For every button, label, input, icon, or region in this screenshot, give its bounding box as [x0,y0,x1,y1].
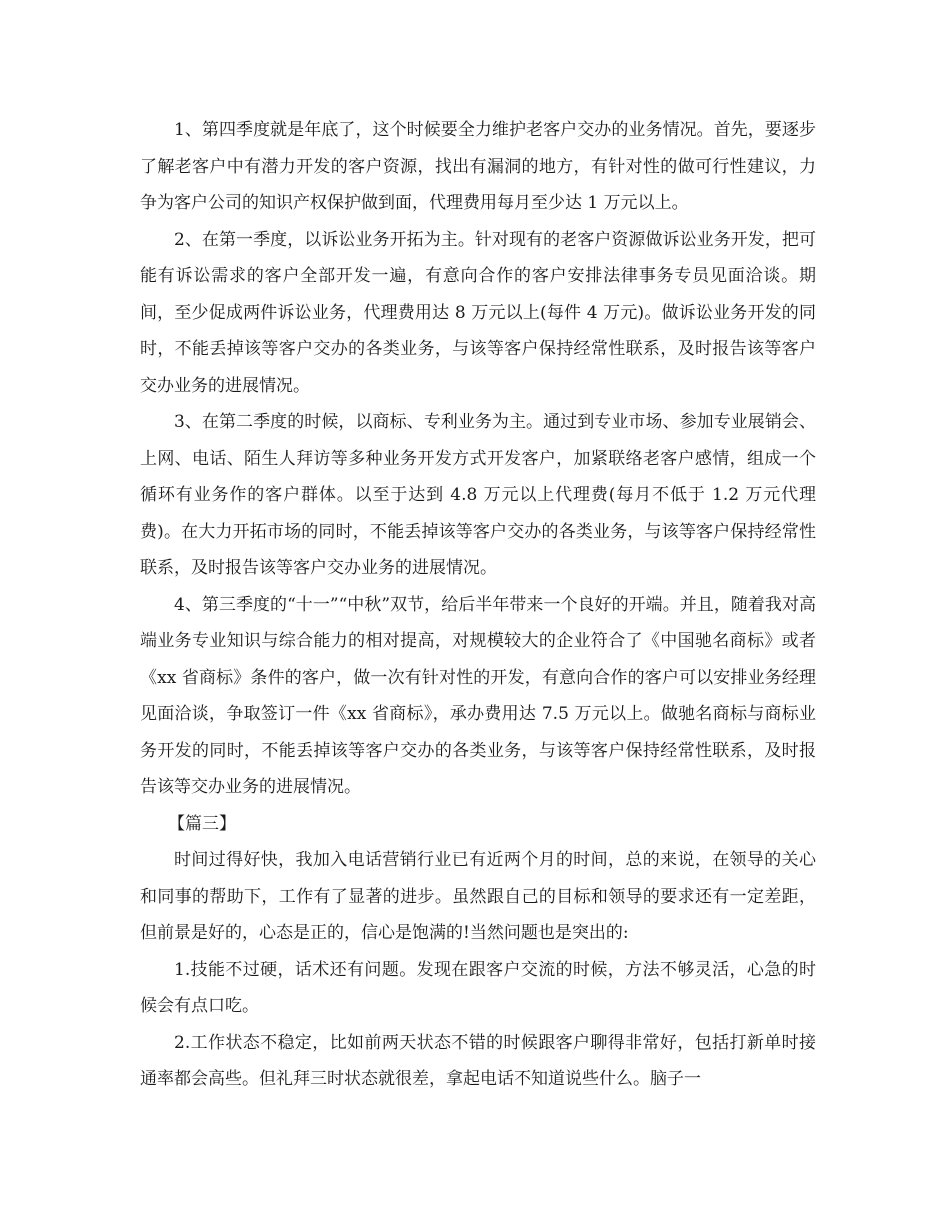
paragraph-q3: 4、第三季度的“十一”“中秋”双节，给后半年带来一个良好的开端。并且，随着我对高端业务专业知识与综合能力的相对提高，对规模较大的企业符合了《中国驰名商标》或者《xx 省商标》条件的客户，做一次有针对性的开发，有意向合作的客户可以安排业务经理见面洽谈，争取签订一件《xx 省商标》，承办费用达 7.5 万元以上。做驰名商标与商标业务开发的同时，不能丢掉该等客户交办的各类业务，与该等客户保持经常性联系，及时报告该等交办业务的进展情况。 [140,594,816,797]
paragraph-issue-2: 2.工作状态不稳定，比如前两天状态不错的时候跟客户聊得非常好，包括打新单时接通率都会高些。但礼拜三时状态就很差，拿起电话不知道说些什么。脑子一 [140,1032,816,1089]
document-body [140,112,816,1098]
paragraph-intro: 时间过得好快，我加入电话营销行业已有近两个月的时间，总的来说，在领导的关心和同事的帮助下，工作有了显著的进步。虽然跟自己的目标和领导的要求还有一定差距，但前景是好的，心态是正的，信心是饱满的!当然问题也是突出的: [140,850,816,943]
paragraph-issue-1: 1.技能不过硬，话术还有问题。发现在跟客户交流的时候，方法不够灵活，心急的时候会有点口吃。 [140,959,816,1016]
paragraph-q4: 1、第四季度就是年底了，这个时候要全力维护老客户交办的业务情况。首先，要逐步了解老客户中有潜力开发的客户资源，找出有漏洞的地方，有针对性的做可行性建议，力争为客户公司的知识产权保护做到面，代理费用每月至少达 1 万元以上。 [140,120,816,213]
paragraph-q2: 3、在第二季度的时候，以商标、专利业务为主。通过到专业市场、参加专业展销会、上网、电话、陌生人拜访等多种业务开发方式开发客户，加紧联络老客户感情，组成一个循环有业务作的客户群体。以至于达到 4.8 万元以上代理费(每月不低于 1.2 万元代理费)。在大力开拓市场的同时，不能丢掉该等客户交办的各类业务，与该等客户保持经常性联系，及时报告该等客户交办业务的进展情况。 [140,412,816,578]
paragraph-q1: 2、在第一季度，以诉讼业务开拓为主。针对现有的老客户资源做诉讼业务开发，把可能有诉讼需求的客户全部开发一遍，有意向合作的客户安排法律事务专员见面洽谈。期间，至少促成两件诉讼业务，代理费用达 8 万元以上(每件 4 万元)。做诉讼业务开发的同时，不能丢掉该等客户交办的各类业务，与该等客户保持经常性联系，及时报告该等客户交办业务的进展情况。 [140,229,816,396]
section-heading: 【篇三】 [168,813,236,834]
